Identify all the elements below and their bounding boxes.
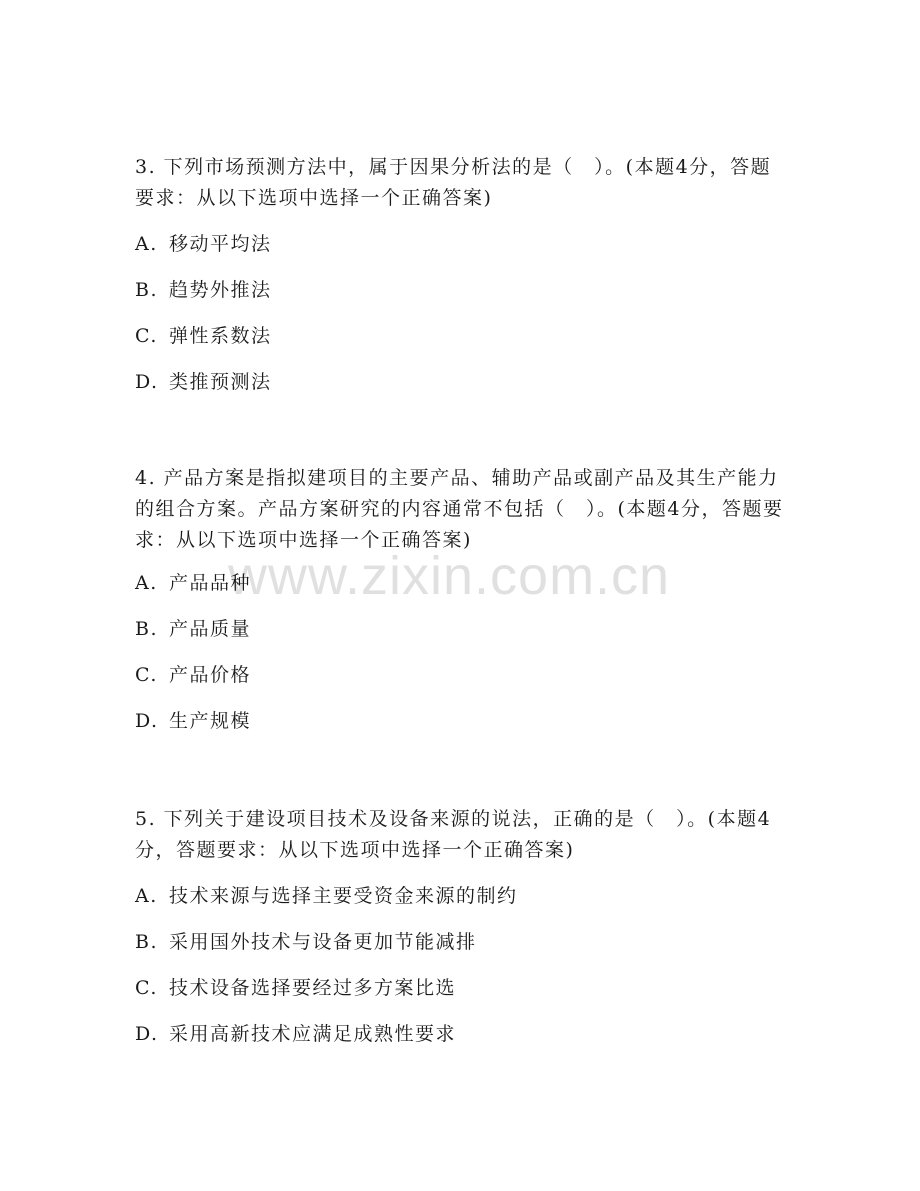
option-letter: B.: [135, 618, 159, 640]
option-text: 趋势外推法: [169, 279, 272, 301]
option-list: [135, 231, 785, 415]
option-d: [135, 369, 785, 415]
option-a: [135, 883, 785, 929]
option-letter: B.: [135, 931, 159, 953]
option-b: [135, 277, 785, 323]
option-text: 技术来源与选择主要受资金来源的制约: [169, 885, 518, 907]
option-d: [135, 1021, 785, 1067]
option-letter: C.: [135, 977, 158, 999]
option-text: 技术设备选择要经过多方案比选: [169, 977, 457, 999]
option-text: 弹性系数法: [169, 325, 272, 347]
option-c: [135, 662, 785, 708]
option-letter: D.: [135, 1023, 159, 1045]
question-3: [135, 152, 785, 415]
option-text: 类推预测法: [169, 371, 272, 393]
option-text: 采用高新技术应满足成熟性要求: [169, 1023, 457, 1045]
option-b: [135, 929, 785, 975]
option-letter: D.: [135, 371, 159, 393]
question-text: 3. 下列市场预测方法中，属于因果分析法的是（ ）。(本题4分，答题要求：从以下选项中选择一个正确答案): [135, 156, 772, 209]
option-a: [135, 570, 785, 616]
option-text: 生产规模: [169, 710, 252, 732]
option-c: [135, 323, 785, 369]
option-text: 产品品种: [169, 572, 252, 594]
question-text: 5. 下列关于建设项目技术及设备来源的说法，正确的是（ ）。(本题4分，答题要求：从以下选项中选择一个正确答案): [135, 808, 772, 861]
option-letter: B.: [135, 279, 159, 301]
question-text: 4. 产品方案是指拟建项目的主要产品、辅助产品或副产品及其生产能力的组合方案。产品方案研究的内容通常不包括（ ）。(本题4分，答题要求：从以下选项中选择一个正确答案): [135, 467, 784, 551]
option-letter: A.: [135, 233, 158, 255]
option-letter: A.: [135, 885, 158, 907]
watermark: www.zixin.com.cn: [228, 546, 671, 606]
option-c: [135, 975, 785, 1021]
option-letter: D.: [135, 710, 159, 732]
option-text: 移动平均法: [169, 233, 272, 255]
option-b: [135, 616, 785, 662]
option-list: [135, 570, 785, 754]
option-letter: C.: [135, 664, 158, 686]
question-4: [135, 463, 785, 754]
option-d: [135, 708, 785, 754]
question-5: [135, 804, 785, 1067]
option-text: 产品质量: [169, 618, 252, 640]
option-letter: C.: [135, 325, 158, 347]
option-text: 采用国外技术与设备更加节能减排: [169, 931, 477, 953]
option-text: 产品价格: [169, 664, 252, 686]
option-list: [135, 883, 785, 1067]
option-letter: A.: [135, 572, 158, 594]
option-a: [135, 231, 785, 277]
